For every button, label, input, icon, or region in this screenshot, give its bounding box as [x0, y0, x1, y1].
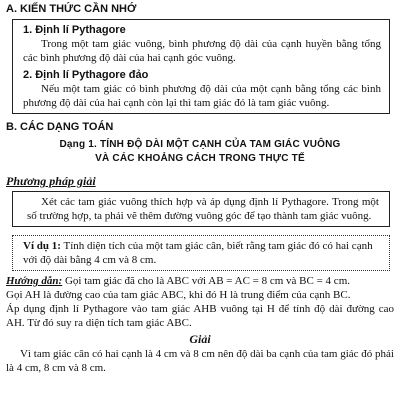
hint-label: Hướng dẫn:: [6, 275, 63, 287]
dang1-line2: VÀ CÁC KHOẢNG CÁCH TRONG THỰC TẾ: [95, 153, 305, 164]
example1-body: Tính diện tích của một tam giác cân, biết rằng tam giác đó có hai cạnh với độ dài bằng 4 cm và 8 cm.: [23, 240, 373, 266]
theorem2-body: Nếu một tam giác có bình phương độ dài của một cạnh bằng tổng các bình phương độ dài của hai cạnh còn lại thì tam giác đó là tam giác vuông.: [23, 83, 381, 109]
theorem2-title: 2. Định lí Pythagore đảo: [23, 69, 149, 81]
knowledge-box: [12, 19, 390, 114]
hint-line1: Gọi tam giác đã cho là ABC với AB = AC = 8 cm và BC = 4 cm.: [64, 275, 350, 287]
dang1-line1: Dạng 1. TÍNH ĐỘ DÀI MỘT CẠNH CỦA TAM GIÁC VUÔNG: [59, 139, 341, 150]
example1-label: Ví dụ 1:: [23, 240, 61, 252]
hint-block: [6, 274, 394, 330]
example1-box: [12, 235, 390, 271]
method-box: [12, 191, 390, 227]
method-body: Xét các tam giác vuông thích hợp và áp dụng định lí Pythagore. Trong một số trường hợp, ta phải vẽ thêm đường vuông góc để tạo thành tam giác vuông.: [27, 196, 379, 222]
method-title: Phương pháp giải: [6, 174, 96, 188]
hint-line2: Gọi AH là đường cao của tam giác ABC, khi đó H là trung điểm của cạnh BC.: [6, 289, 351, 301]
dang1-heading: [6, 138, 394, 166]
theorem1-title: 1. Định lí Pythagore: [23, 24, 126, 36]
hint-line3: Áp dụng định lí Pythagore vào tam giác AHB vuông tại H để tính độ dài đường cao AH. Từ đó suy ra diện tích tam giác ABC.: [6, 303, 394, 329]
solution-title: Giải: [189, 332, 211, 346]
section-b-heading: B. CÁC DẠNG TOÁN: [6, 121, 114, 133]
solution-body: Vì tam giác cân có hai cạnh là 4 cm và 8 cm nên độ dài ba cạnh của tam giác đó phải là 4 cm, 8 cm và 8 cm.: [6, 348, 394, 374]
section-a-heading: A. KIẾN THỨC CẦN NHỚ: [6, 3, 137, 15]
theorem1-body: Trong một tam giác vuông, bình phương độ dài của cạnh huyền bằng tổng các bình phương độ dài của hai cạnh góc vuông.: [23, 38, 381, 64]
